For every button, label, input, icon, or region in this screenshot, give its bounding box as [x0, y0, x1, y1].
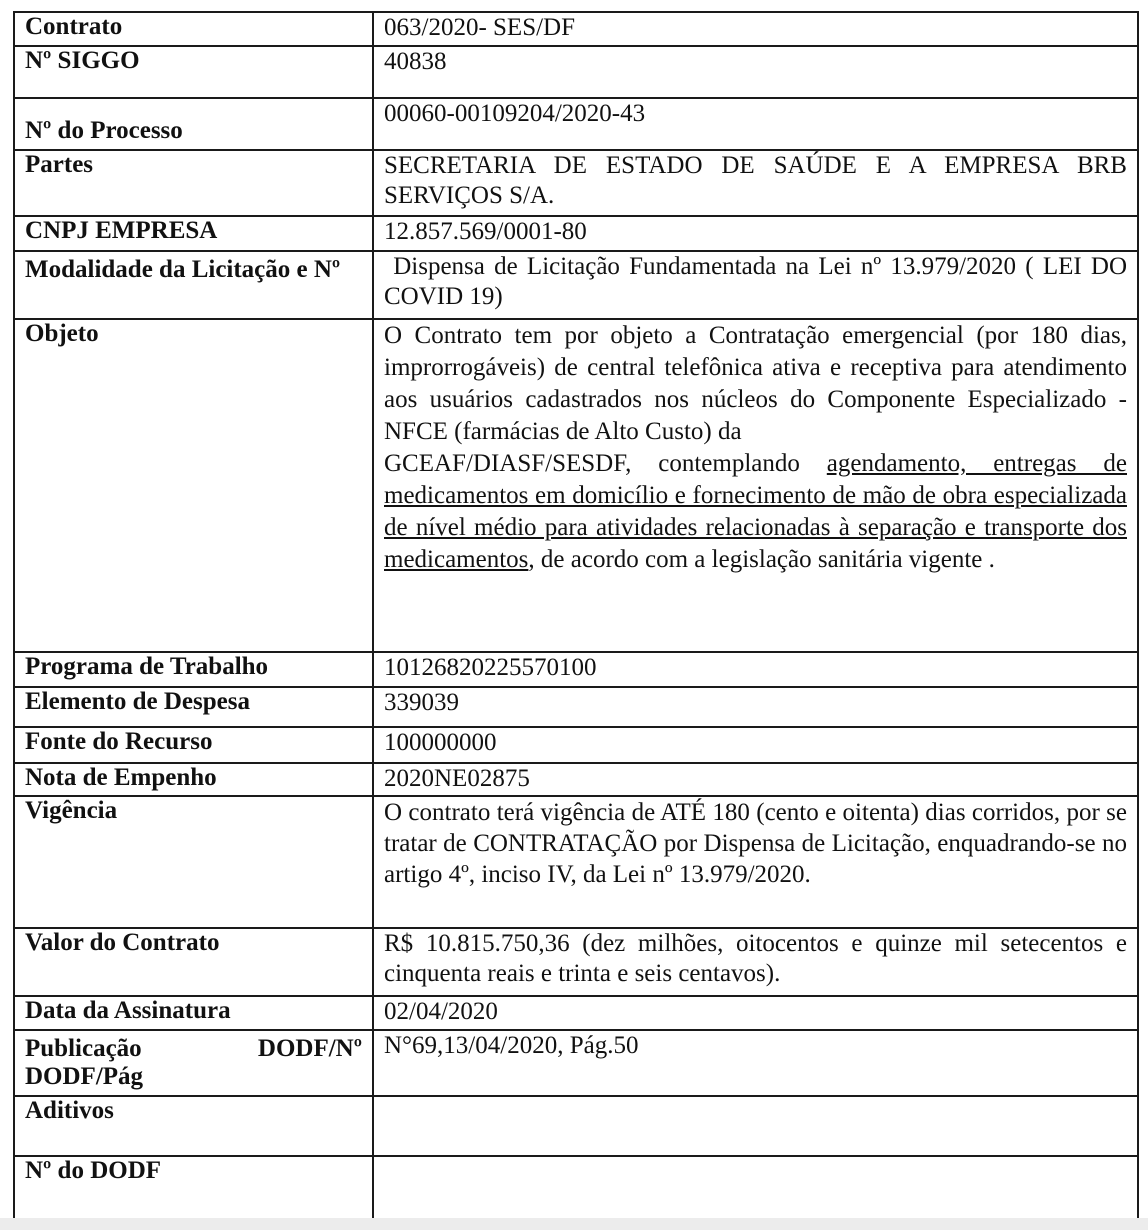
row-processo [14, 98, 1138, 150]
contract-table [13, 11, 1139, 1230]
label-cnpj: CNPJ EMPRESA [14, 216, 373, 251]
row-publicacao [14, 1030, 1138, 1096]
bottom-margin-strip [0, 1218, 1148, 1230]
value-cnpj: 12.857.569/0001-80 [373, 216, 1138, 251]
value-empenho: 2020NE02875 [373, 763, 1138, 796]
label-siggo: Nº SIGGO [14, 46, 373, 98]
value-programa: 10126820225570100 [373, 652, 1138, 687]
objeto-text-part1: O Contrato tem por objeto a Contratação emergencial (por 180 dias, improrrogáveis) de central telefônica ativa e receptiva para atendimento aos usuários cadastrados nos núcleos do Componente Especializado - NFCE (farmácias de Alto Custo) da [384, 322, 1127, 445]
label-aditivos: Aditivos [14, 1096, 373, 1156]
label-partes: Partes [14, 150, 373, 216]
label-dodf: Nº do DODF [14, 1156, 373, 1229]
row-vigencia [14, 796, 1138, 928]
value-publicacao: N°69,13/04/2020, Pág.50 [373, 1030, 1138, 1096]
value-processo: 00060-00109204/2020-43 [373, 98, 1138, 150]
label-objeto: Objeto [14, 319, 373, 652]
row-assinatura [14, 996, 1138, 1030]
objeto-text-underlined: agendamento, entregas de medicamentos em domicílio e fornecimento de mão de obra especializada de nível médio para atividades relacionadas à separação e transporte dos medicamentos [384, 450, 1127, 573]
value-objeto [373, 319, 1138, 652]
value-vigencia: O contrato terá vigência de ATÉ 180 (cento e oitenta) dias corridos, por se tratar de CONTRATAÇÃO por Dispensa de Licitação, enquadrando-se no artigo 4º, inciso IV, da Lei nº 13.979/2020. [373, 796, 1138, 928]
label-elemento: Elemento de Despesa [14, 687, 373, 727]
row-cnpj [14, 216, 1138, 251]
label-modalidade: Modalidade da Licitação e Nº [14, 251, 373, 319]
row-fonte [14, 727, 1138, 763]
row-siggo [14, 46, 1138, 98]
objeto-text-part3: , de acordo com a legislação sanitária vigente . [528, 546, 995, 573]
row-elemento [14, 687, 1138, 727]
label-publicacao: Publicação DODF/Nº DODF/Pág [14, 1030, 373, 1096]
row-valor [14, 928, 1138, 996]
value-fonte: 100000000 [373, 727, 1138, 763]
row-modalidade [14, 251, 1138, 319]
label-assinatura: Data da Assinatura [14, 996, 373, 1030]
row-aditivos [14, 1096, 1138, 1156]
objeto-text-part2: GCEAF/DIASF/SESDF, contemplando [384, 450, 827, 477]
label-valor: Valor do Contrato [14, 928, 373, 996]
value-aditivos [373, 1096, 1138, 1156]
objeto-text-block [384, 448, 1127, 576]
value-contrato: 063/2020- SES/DF [373, 12, 1138, 46]
row-objeto [14, 319, 1138, 652]
value-partes: SECRETARIA DE ESTADO DE SAÚDE E A EMPRESA BRB SERVIÇOS S/A. [373, 150, 1138, 216]
label-empenho: Nota de Empenho [14, 763, 373, 796]
label-vigencia: Vigência [14, 796, 373, 928]
label-programa: Programa de Trabalho [14, 652, 373, 687]
row-programa [14, 652, 1138, 687]
value-elemento: 339039 [373, 687, 1138, 727]
row-contrato [14, 12, 1138, 46]
value-valor: R$ 10.815.750,36 (dez milhões, oitocentos e quinze mil setecentos e cinquenta reais e trinta e seis centavos). [373, 928, 1138, 996]
row-empenho [14, 763, 1138, 796]
label-fonte: Fonte do Recurso [14, 727, 373, 763]
label-contrato: Contrato [14, 12, 373, 46]
row-partes [14, 150, 1138, 216]
value-modalidade: Dispensa de Licitação Fundamentada na Lei nº 13.979/2020 ( LEI DO COVID 19) [373, 251, 1138, 319]
value-siggo: 40838 [373, 46, 1138, 98]
value-assinatura: 02/04/2020 [373, 996, 1138, 1030]
label-processo: Nº do Processo [14, 98, 373, 150]
